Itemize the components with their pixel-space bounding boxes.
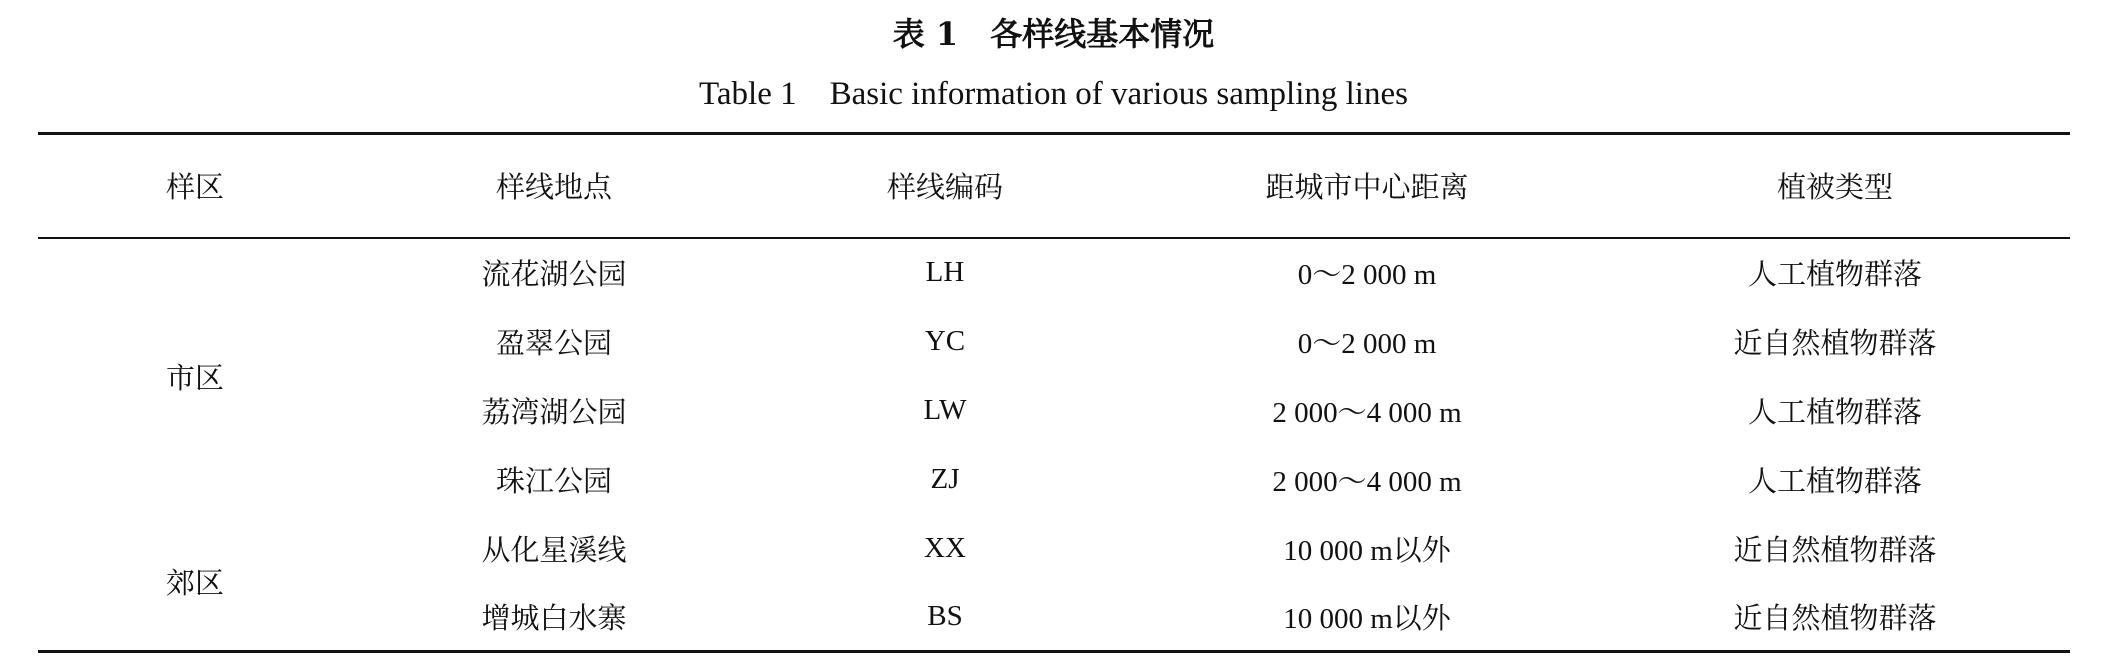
- table-title-english: Table 1 Basic information of various sampling lines: [699, 76, 1408, 112]
- code-cell: ZJ: [930, 462, 960, 495]
- distance-cell: 10 000 m以外: [1283, 602, 1451, 635]
- site-cell: 荔湾湖公园: [481, 394, 627, 429]
- distance-cell: 0～2 000 m: [1297, 259, 1437, 291]
- vegetation-cell: 人工植物群落: [1747, 257, 1922, 291]
- code-cell: YC: [924, 324, 966, 357]
- site-cell: 从化星溪线: [481, 532, 627, 567]
- distance-cell: 2 000～4 000 m: [1272, 465, 1462, 498]
- code-cell: XX: [924, 531, 966, 564]
- table-header: [38, 134, 2070, 238]
- code-cell: LH: [925, 256, 965, 288]
- distance-cell: 10 000 m以外: [1283, 534, 1451, 567]
- header-code: 样线编码: [886, 170, 1003, 205]
- site-cell: 珠江公园: [495, 463, 612, 498]
- table-body: [38, 238, 2070, 652]
- site-cell: 增城白水寨: [481, 600, 627, 635]
- distance-cell: 2 000～4 000 m: [1272, 396, 1462, 429]
- header-area: 样区: [165, 170, 224, 205]
- header-vegetation: 植被类型: [1776, 170, 1893, 205]
- header-row: [38, 134, 2070, 238]
- vegetation-cell: 近自然植物群落: [1733, 600, 1937, 635]
- table-title-chinese: 表 1 各样线基本情况: [892, 15, 1215, 53]
- code-cell: BS: [927, 599, 963, 632]
- area-cell-urban: 市区: [165, 360, 224, 395]
- header-distance: 距城市中心距离: [1265, 170, 1469, 205]
- header-site: 样线地点: [495, 170, 612, 205]
- site-cell: 流花湖公园: [481, 257, 627, 291]
- vegetation-cell: 人工植物群落: [1747, 463, 1922, 498]
- vegetation-cell: 近自然植物群落: [1733, 532, 1937, 567]
- table-row: [38, 238, 2070, 307]
- code-cell: LW: [923, 393, 967, 426]
- site-cell: 盈翠公园: [495, 325, 612, 360]
- vegetation-cell: 近自然植物群落: [1733, 325, 1937, 360]
- area-cell-suburban: 郊区: [165, 566, 224, 601]
- vegetation-cell: 人工植物群落: [1747, 394, 1922, 429]
- distance-cell: 0～2 000 m: [1297, 327, 1437, 360]
- table-row: [38, 514, 2070, 583]
- data-table: [38, 132, 2070, 653]
